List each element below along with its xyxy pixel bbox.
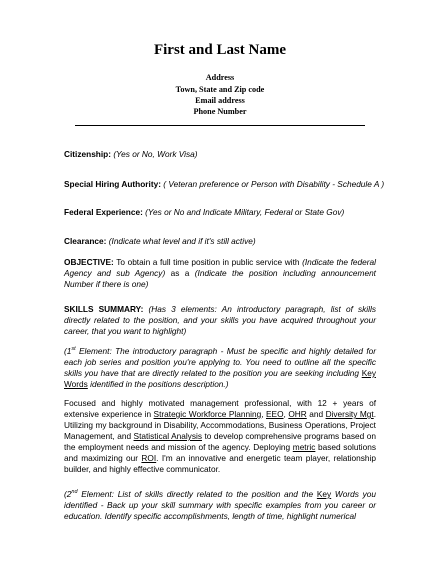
eeo-link[interactable]: EEO: [266, 409, 284, 419]
element-2-open: (2: [64, 489, 72, 499]
skills-summary-intro-text: (Has 3 elements: An introductory paragraph, list of skills directly related to the position, and your skills you have acquired throughout your career, that you want to highlight): [64, 304, 376, 336]
focused-text-a: Focused and highly motivated management professional, with 12 + years of extensive experience in: [64, 398, 376, 419]
element-1-open: (1: [64, 346, 72, 356]
focused-text-e: . Utilizing my background in Disability, Accommodations, Business Operations, Project Management, and: [64, 409, 377, 441]
focused-text-h: . I'm an innovative and energetic team player, relationship builder, and highly effective communicator.: [64, 453, 377, 474]
strategic-workforce-planning-link[interactable]: Strategic Workforce Planning: [153, 409, 262, 419]
focused-text-b: ,: [261, 409, 266, 419]
element-1-close: identified in the positions description.): [87, 379, 229, 389]
element-2-text-b: Words you identified - Back up your skill summary with specific examples from you career or education. Identify specific accomplishments, length of time, highlight numerical: [64, 489, 376, 521]
candidate-name: First and Last Name: [153, 42, 287, 58]
citizenship-line: [64, 149, 198, 160]
federal-experience-value: (Yes or No and Indicate Military, Federal or State Gov): [145, 207, 345, 217]
diversity-mgt-link[interactable]: Diversity Mgt: [325, 409, 374, 419]
metric-link[interactable]: metric: [292, 442, 316, 452]
federal-experience-label: Federal Experience:: [64, 207, 143, 217]
objective-paragraph: [64, 257, 376, 290]
focused-text-f: to develop comprehensive programs based on the employment needs and mission of the agency. Deploying: [64, 431, 377, 452]
address-line: Address: [205, 73, 235, 82]
citizenship-value: (Yes or No, Work Visa): [113, 149, 198, 159]
clearance-label: Clearance:: [64, 236, 107, 246]
hiring-authority-line: [64, 179, 384, 190]
ohr-link[interactable]: OHR: [288, 409, 307, 419]
citizenship-label: Citizenship:: [64, 149, 112, 159]
objective-text-a: To obtain a full time position in public service with: [113, 257, 303, 267]
key-link[interactable]: Key: [316, 489, 332, 499]
element-2-text-a: Element: List of skills directly related to the position and the: [77, 489, 317, 499]
roi-link[interactable]: ROI: [141, 453, 157, 463]
focused-paragraph: [64, 398, 376, 475]
focused-text-d: and: [306, 409, 326, 419]
element-2-paragraph: [64, 489, 376, 522]
element-1-sup: st: [71, 346, 76, 353]
element-1-text: Element: The introductory paragraph - Must be specific and highly detailed for each job series and position you're applying to. You need to outline all the specific skills you have that are directly related to the position you are seeking including: [64, 346, 376, 378]
header-divider: [75, 125, 365, 126]
key-words-link[interactable]: Key Words: [64, 368, 376, 389]
hiring-authority-label: Special Hiring Authority:: [64, 179, 161, 189]
phone-line: Phone Number: [193, 107, 247, 116]
focused-text-g: based solutions and maximizing our: [64, 442, 376, 463]
element-1-paragraph: [64, 346, 376, 390]
email-line: Email address: [195, 96, 245, 105]
objective-position: (Indicate the position including announcement Number if there is one): [64, 268, 376, 289]
clearance-value: (Indicate what level and if it's still active): [108, 236, 256, 246]
statistical-analysis-link[interactable]: Statistical Analysis: [133, 431, 202, 441]
element-2-sup: nd: [71, 489, 78, 496]
objective-agency: (Indicate the federal Agency and sub Agency): [64, 257, 376, 278]
federal-experience-line: [64, 207, 344, 218]
hiring-authority-value: ( Veteran preference or Person with Disability - Schedule A ): [163, 179, 385, 189]
clearance-line: [64, 236, 256, 247]
objective-text-b: as a: [165, 268, 195, 278]
focused-text-c: ,: [283, 409, 289, 419]
skills-summary-label: SKILLS SUMMARY:: [64, 304, 144, 314]
skills-summary-intro: [64, 304, 376, 337]
town-state-zip-line: Town, State and Zip code: [175, 85, 265, 94]
objective-label: OBJECTIVE:: [64, 257, 114, 267]
